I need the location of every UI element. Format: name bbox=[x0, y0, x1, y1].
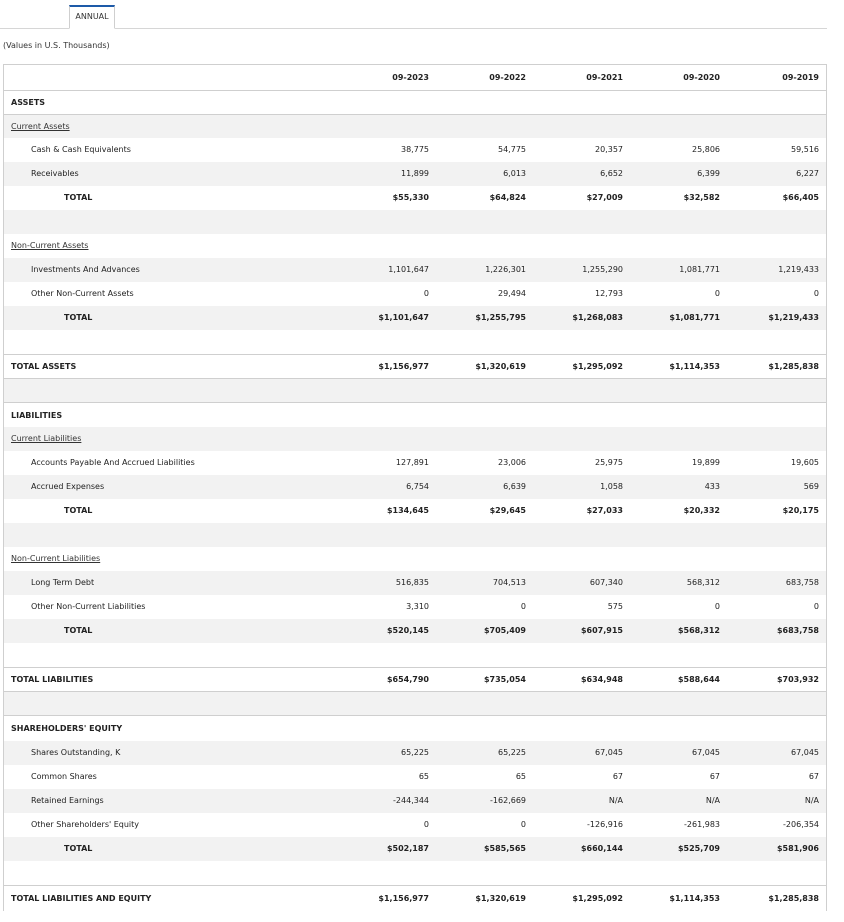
value-cell: 65 bbox=[418, 772, 429, 781]
value-cell: $683,758 bbox=[776, 626, 819, 635]
value-cell: 67,045 bbox=[595, 748, 623, 757]
value-cell: $1,320,619 bbox=[475, 894, 526, 903]
section-header-row bbox=[4, 90, 826, 114]
value-cell: 19,605 bbox=[791, 458, 819, 467]
value-cell: -261,983 bbox=[684, 820, 720, 829]
spacer-row bbox=[4, 378, 826, 402]
spacer-row bbox=[4, 691, 826, 715]
value-cell: 65,225 bbox=[401, 748, 429, 757]
value-cell: $20,175 bbox=[782, 506, 819, 515]
value-cell: $134,645 bbox=[386, 506, 429, 515]
value-cell: $520,145 bbox=[386, 626, 429, 635]
value-cell: $27,033 bbox=[586, 506, 623, 515]
value-cell: 0 bbox=[423, 289, 429, 298]
spacer-row bbox=[4, 861, 826, 885]
value-cell: -206,354 bbox=[783, 820, 819, 829]
value-cell: 704,513 bbox=[492, 578, 526, 587]
total-row bbox=[4, 619, 826, 643]
value-cell: $607,915 bbox=[580, 626, 623, 635]
value-cell: 67 bbox=[709, 772, 720, 781]
value-cell: 19,899 bbox=[692, 458, 720, 467]
value-cell: $660,144 bbox=[580, 844, 623, 853]
value-cell: 59,516 bbox=[791, 145, 819, 154]
value-cell: $1,320,619 bbox=[475, 362, 526, 371]
value-cell: $27,009 bbox=[586, 193, 623, 202]
value-cell: $1,156,977 bbox=[378, 894, 429, 903]
value-cell: 6,013 bbox=[503, 169, 526, 178]
row-label: TOTAL bbox=[64, 506, 93, 515]
column-header: 09-2020 bbox=[683, 73, 720, 82]
table-row bbox=[4, 475, 826, 499]
column-header: 09-2021 bbox=[586, 73, 623, 82]
row-label: Investments And Advances bbox=[31, 265, 140, 274]
value-cell: $525,709 bbox=[677, 844, 720, 853]
total-row bbox=[4, 186, 826, 210]
row-label: Shares Outstanding, K bbox=[31, 748, 121, 757]
table-row bbox=[4, 765, 826, 789]
value-cell: 23,006 bbox=[498, 458, 526, 467]
value-cell: $29,645 bbox=[489, 506, 526, 515]
row-label: Accounts Payable And Accrued Liabilities bbox=[31, 458, 195, 467]
value-cell: -126,916 bbox=[587, 820, 623, 829]
value-cell: 6,652 bbox=[600, 169, 623, 178]
value-cell: 65,225 bbox=[498, 748, 526, 757]
spacer-row bbox=[4, 523, 826, 547]
value-cell: 607,340 bbox=[589, 578, 623, 587]
subsection-link[interactable]: Current Liabilities bbox=[11, 434, 82, 443]
row-label: Retained Earnings bbox=[31, 796, 104, 805]
row-label: Common Shares bbox=[31, 772, 97, 781]
row-label: TOTAL bbox=[64, 193, 93, 202]
value-cell: 1,081,771 bbox=[679, 265, 720, 274]
value-cell: $1,219,433 bbox=[768, 313, 819, 322]
total-row bbox=[4, 499, 826, 523]
value-cell: N/A bbox=[608, 796, 623, 805]
row-label: TOTAL LIABILITIES AND EQUITY bbox=[11, 894, 152, 903]
value-cell: 1,219,433 bbox=[778, 265, 819, 274]
value-cell: 433 bbox=[704, 482, 720, 491]
units-note: (Values in U.S. Thousands) bbox=[3, 41, 110, 50]
value-cell: 29,494 bbox=[498, 289, 526, 298]
total-row bbox=[4, 306, 826, 330]
row-label: Long Term Debt bbox=[31, 578, 95, 587]
value-cell: $1,295,092 bbox=[572, 362, 623, 371]
table-row bbox=[4, 451, 826, 475]
table-row bbox=[4, 138, 826, 162]
row-label: LIABILITIES bbox=[11, 411, 63, 420]
value-cell: 67 bbox=[808, 772, 819, 781]
table-row bbox=[4, 595, 826, 619]
tab-bar bbox=[0, 0, 827, 29]
value-cell: $581,906 bbox=[776, 844, 819, 853]
value-cell: 0 bbox=[714, 289, 720, 298]
value-cell: 575 bbox=[607, 602, 623, 611]
tab-annual[interactable]: ANNUAL bbox=[69, 5, 115, 29]
value-cell: 67,045 bbox=[692, 748, 720, 757]
table-row bbox=[4, 162, 826, 186]
value-cell: 516,835 bbox=[395, 578, 429, 587]
value-cell: $1,295,092 bbox=[572, 894, 623, 903]
grand-total-row bbox=[4, 885, 826, 911]
value-cell: 12,793 bbox=[595, 289, 623, 298]
subsection-link[interactable]: Non-Current Assets bbox=[11, 241, 89, 250]
value-cell: $1,114,353 bbox=[669, 362, 720, 371]
value-cell: 11,899 bbox=[401, 169, 429, 178]
value-cell: 3,310 bbox=[406, 602, 429, 611]
table-row bbox=[4, 571, 826, 595]
subsection-row bbox=[4, 114, 826, 138]
value-cell: $1,255,795 bbox=[475, 313, 526, 322]
value-cell: $502,187 bbox=[386, 844, 429, 853]
value-cell: $20,332 bbox=[683, 506, 720, 515]
value-cell: 65 bbox=[515, 772, 526, 781]
value-cell: 67 bbox=[612, 772, 623, 781]
row-label: Cash & Cash Equivalents bbox=[31, 145, 131, 154]
value-cell: 1,255,290 bbox=[582, 265, 623, 274]
table-row bbox=[4, 741, 826, 765]
spacer-row bbox=[4, 643, 826, 667]
value-cell: $1,081,771 bbox=[669, 313, 720, 322]
value-cell: -244,344 bbox=[393, 796, 429, 805]
row-label: TOTAL LIABILITIES bbox=[11, 675, 94, 684]
subsection-row bbox=[4, 547, 826, 571]
value-cell: $705,409 bbox=[483, 626, 526, 635]
column-header: 09-2022 bbox=[489, 73, 526, 82]
value-cell: $585,565 bbox=[483, 844, 526, 853]
section-header-row bbox=[4, 715, 826, 741]
table-header-row bbox=[4, 65, 826, 90]
value-cell: $568,312 bbox=[677, 626, 720, 635]
balance-sheet-table bbox=[3, 64, 827, 911]
table-row bbox=[4, 789, 826, 813]
value-cell: N/A bbox=[804, 796, 819, 805]
value-cell: 1,101,647 bbox=[388, 265, 429, 274]
value-cell: 6,399 bbox=[697, 169, 720, 178]
subsection-link[interactable]: Non-Current Liabilities bbox=[11, 554, 101, 563]
value-cell: $654,790 bbox=[386, 675, 429, 684]
grand-total-row bbox=[4, 354, 826, 378]
spacer-row bbox=[4, 330, 826, 354]
table-row bbox=[4, 258, 826, 282]
column-header: 09-2019 bbox=[782, 73, 819, 82]
value-cell: $634,948 bbox=[580, 675, 623, 684]
value-cell: $1,285,838 bbox=[768, 362, 819, 371]
value-cell: 25,975 bbox=[595, 458, 623, 467]
value-cell: $32,582 bbox=[683, 193, 720, 202]
value-cell: $1,156,977 bbox=[378, 362, 429, 371]
table-row bbox=[4, 813, 826, 837]
row-label: Other Non-Current Liabilities bbox=[31, 602, 146, 611]
value-cell: 0 bbox=[423, 820, 429, 829]
value-cell: N/A bbox=[705, 796, 720, 805]
value-cell: 0 bbox=[813, 289, 819, 298]
column-header: 09-2023 bbox=[392, 73, 429, 82]
row-label: Receivables bbox=[31, 169, 79, 178]
row-label: TOTAL bbox=[64, 844, 93, 853]
subsection-row bbox=[4, 234, 826, 258]
value-cell: 127,891 bbox=[395, 458, 429, 467]
value-cell: 1,058 bbox=[600, 482, 623, 491]
value-cell: 20,357 bbox=[595, 145, 623, 154]
row-label: SHAREHOLDERS' EQUITY bbox=[11, 724, 123, 733]
value-cell: 6,639 bbox=[503, 482, 526, 491]
row-label: Other Non-Current Assets bbox=[31, 289, 134, 298]
row-label: TOTAL bbox=[64, 626, 93, 635]
value-cell: -162,669 bbox=[490, 796, 526, 805]
value-cell: 683,758 bbox=[785, 578, 819, 587]
value-cell: $735,054 bbox=[483, 675, 526, 684]
value-cell: 1,226,301 bbox=[485, 265, 526, 274]
value-cell: 67,045 bbox=[791, 748, 819, 757]
value-cell: 6,227 bbox=[796, 169, 819, 178]
value-cell: 25,806 bbox=[692, 145, 720, 154]
value-cell: 0 bbox=[714, 602, 720, 611]
row-label: ASSETS bbox=[11, 98, 46, 107]
value-cell: $64,824 bbox=[489, 193, 526, 202]
value-cell: $1,285,838 bbox=[768, 894, 819, 903]
value-cell: $1,268,083 bbox=[572, 313, 623, 322]
row-label: TOTAL bbox=[64, 313, 93, 322]
value-cell: 38,775 bbox=[401, 145, 429, 154]
value-cell: $1,101,647 bbox=[378, 313, 429, 322]
value-cell: 0 bbox=[520, 602, 526, 611]
row-label: TOTAL ASSETS bbox=[11, 362, 77, 371]
value-cell: $1,114,353 bbox=[669, 894, 720, 903]
subsection-link[interactable]: Current Assets bbox=[11, 122, 70, 131]
row-label: Other Shareholders' Equity bbox=[31, 820, 140, 829]
table-row bbox=[4, 282, 826, 306]
value-cell: 0 bbox=[520, 820, 526, 829]
spacer-row bbox=[4, 210, 826, 234]
value-cell: 54,775 bbox=[498, 145, 526, 154]
total-row bbox=[4, 837, 826, 861]
value-cell: 569 bbox=[803, 482, 819, 491]
value-cell: 6,754 bbox=[406, 482, 429, 491]
value-cell: 0 bbox=[813, 602, 819, 611]
subsection-row bbox=[4, 427, 826, 451]
row-label: Accrued Expenses bbox=[31, 482, 105, 491]
value-cell: $703,932 bbox=[776, 675, 819, 684]
grand-total-row bbox=[4, 667, 826, 691]
value-cell: $66,405 bbox=[782, 193, 819, 202]
value-cell: 568,312 bbox=[686, 578, 720, 587]
section-header-row bbox=[4, 402, 826, 427]
value-cell: $55,330 bbox=[392, 193, 429, 202]
value-cell: $588,644 bbox=[677, 675, 720, 684]
